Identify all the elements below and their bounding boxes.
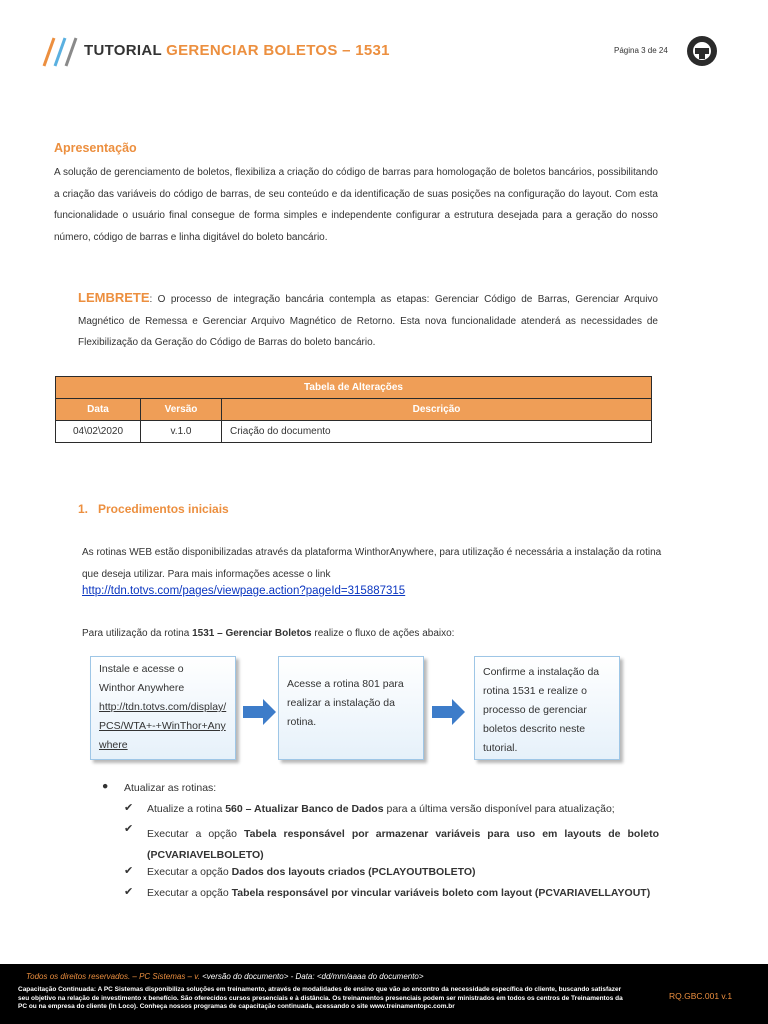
document-title-prefix: TUTORIAL: [84, 42, 162, 59]
flow-intro: [82, 628, 454, 639]
arrow-right-icon: [432, 697, 466, 727]
footer-version-info: <versão do documento> - Data: <dd/mm/aaaa do documento>: [199, 972, 424, 981]
procedures-body: As rotinas WEB estão disponibilizadas através da plataforma WinthorAnywhere, para utilização é necessária a instalação da rotina que deseja utilizar. Para mais informações acesse o link: [82, 547, 662, 580]
reminder-body: : O processo de integração bancária contempla as etapas: Gerenciar Código de Barras, Gerenciar Arquivo Magnético de Remessa e Gerenciar Arquivo Magnético de Retorno. Esta nova funcionalidade atenderá as necessidades de Flexibilização da Geração do Código de Barras do boleto bancário.: [78, 294, 658, 348]
update-routines-label: Atualizar as rotinas:: [124, 782, 217, 794]
brand-slashes-icon: [36, 36, 78, 68]
changes-table: [55, 376, 652, 443]
update-item-bold: Dados dos layouts criados (PCLAYOUTBOLETO): [231, 866, 476, 878]
check-icon: ✔: [124, 823, 134, 835]
column-header-description: Descrição: [222, 399, 652, 421]
page-number: Página 3 de 24: [614, 46, 668, 55]
flow-step-install-line2: Winthor Anywhere: [99, 682, 185, 694]
check-icon: ✔: [124, 886, 134, 898]
presentation-body: A solução de gerenciamento de boletos, flexibiliza a criação do código de barras para homologação de boletos bancários, possibilitando a criação das variáveis do código de barras, de seu conteúdo e da identificação de suas posições na configuração do layout. Com esta funcionalidade o usuário final consegue de forma simples e independente configurar a estrutura desejada para a geração do nosso número, código de barras e linha digitável do boleto bancário.: [54, 167, 658, 243]
document-title: [84, 42, 390, 59]
cell-description: Criação do documento: [222, 421, 652, 443]
update-item: [147, 866, 476, 878]
footer-rights-text: Todos os direitos reservados. – PC Sistemas – v.: [26, 972, 200, 981]
flow-step-routine-801: Acesse a rotina 801 para realizar a instalação da rotina.: [278, 656, 424, 760]
update-item-text: para a última versão disponível para atualização;: [383, 803, 615, 815]
column-header-version: Versão: [141, 399, 222, 421]
tdn-link[interactable]: http://tdn.totvs.com/pages/viewpage.action?pageId=315887315: [82, 585, 406, 597]
flow-step-install: [90, 656, 236, 760]
check-icon: ✔: [124, 802, 134, 814]
flow-step-install-line1: Instale e acesse o: [99, 663, 184, 675]
footer-doc-code: RQ.GBC.001 v.1: [669, 991, 733, 1001]
column-header-date: Data: [56, 399, 141, 421]
update-item-text: Executar a opção: [147, 866, 232, 878]
table-row: [56, 421, 652, 443]
flow-intro-end: realize o fluxo de ações abaixo:: [311, 628, 455, 639]
document-title-main: GERENCIAR BOLETOS – 1531: [166, 42, 390, 59]
reminder-note: [78, 287, 658, 354]
totvs-logo-icon: [686, 35, 718, 67]
update-item-bold: Tabela responsável por vincular variáveis boleto com layout (PCVARIAVELLAYOUT): [231, 887, 651, 899]
presentation-title: Apresentação: [54, 141, 137, 155]
cell-date: 04\02\2020: [56, 421, 141, 443]
procedures-title: 1. Procedimentos iniciais: [78, 502, 229, 516]
changes-table-title: Tabela de Alterações: [56, 377, 652, 399]
update-item-text: Executar a opção: [147, 828, 244, 840]
check-icon: ✔: [124, 865, 134, 877]
update-item-text: Atualize a rotina: [147, 803, 226, 815]
update-item: [147, 803, 615, 815]
flow-intro-routine: 1531 – Gerenciar Boletos: [192, 628, 312, 639]
wta-link[interactable]: http://tdn.totvs.com/display/PCS/WTA+-+WinThor+Anywhere: [99, 701, 227, 751]
update-item: [147, 887, 650, 899]
update-item-text: Executar a opção: [147, 887, 232, 899]
footer-training-note: Capacitação Continuada: A PC Sistemas disponibiliza soluções em treinamento, através de modalidades de ensino que vão ao encontro da necessidade específica do cliente, buscando satisfazer seu objetivo na relação de investimento x benefício. São oferecidos cursos presenciais e à distância. Os treinamentos presenciais podem ser ministrados em todos os centros de Treinamentos da PC ou na empresa do cliente (In Loco). Conheça nossos programas de capacitação continuada, acessando o site www.treinamentopc.com.br: [18, 986, 623, 1010]
cell-version: v.1.0: [141, 421, 222, 443]
flow-step-confirm: Confirme a instalação da rotina 1531 e realize o processo de gerenciar boletos descrito neste tutorial.: [474, 656, 620, 760]
update-item: [147, 824, 659, 866]
update-item-bold: 560 – Atualizar Banco de Dados: [225, 803, 384, 815]
reminder-keyword: LEMBRETE: [78, 290, 150, 305]
arrow-right-icon: [243, 697, 277, 727]
flow-intro-start: Para utilização da rotina: [82, 628, 193, 639]
bullet-dot-icon: ●: [102, 780, 109, 792]
update-item-bold: Tabela responsável por armazenar variáveis para uso em layouts de boleto (PCVARIAVELBOLETO): [147, 828, 659, 861]
footer-rights: [26, 972, 424, 981]
